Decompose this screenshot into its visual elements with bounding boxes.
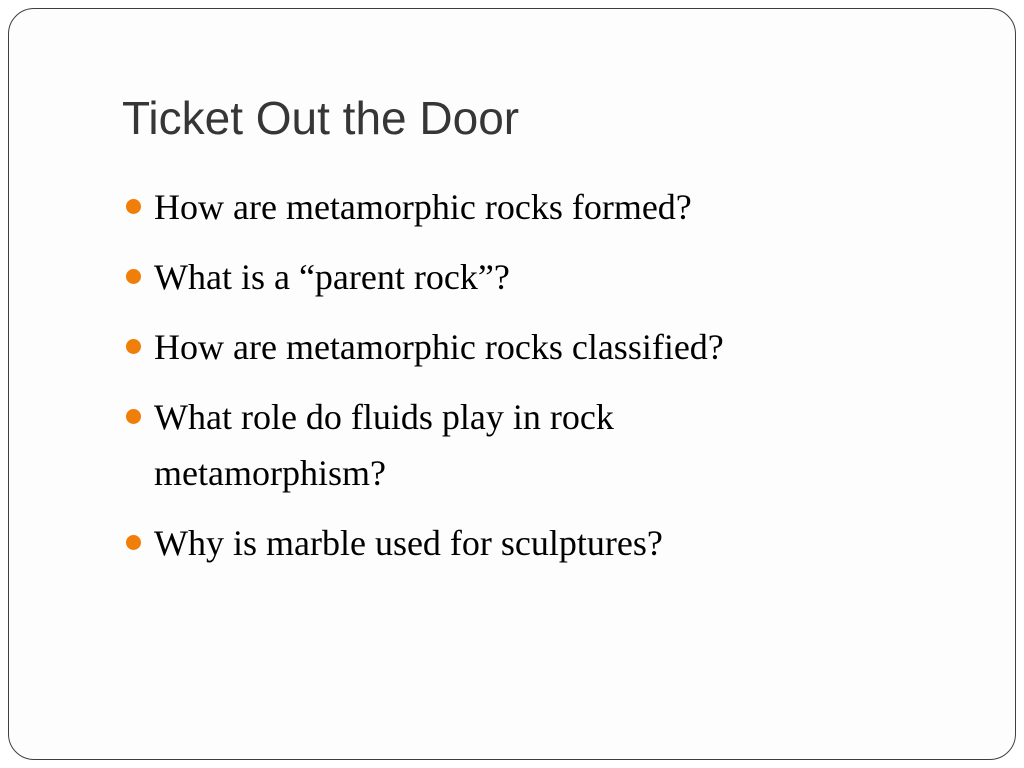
bullet-dot-icon [126, 409, 141, 424]
bullet-dot-icon [126, 339, 141, 354]
bullet-text: Why is marble used for sculptures? [154, 523, 663, 563]
bullet-dot-icon [126, 269, 141, 284]
bullet-dot-icon [126, 199, 141, 214]
bullet-item [124, 389, 794, 501]
slide-title: Ticket Out the Door [122, 92, 520, 144]
bullet-item [124, 319, 924, 375]
bullet-text: What is a “parent rock”? [154, 257, 510, 297]
bullet-dot-icon [126, 535, 141, 550]
bullet-text: How are metamorphic rocks classified? [154, 327, 724, 367]
bullet-item [124, 179, 924, 235]
slide-frame [8, 8, 1016, 760]
bullet-text: How are metamorphic rocks formed? [154, 187, 692, 227]
bullet-text: What role do fluids play in rock metamorphism? [154, 397, 614, 493]
bullet-item [124, 515, 924, 571]
bullet-item [124, 249, 924, 305]
bullet-list [124, 179, 924, 585]
